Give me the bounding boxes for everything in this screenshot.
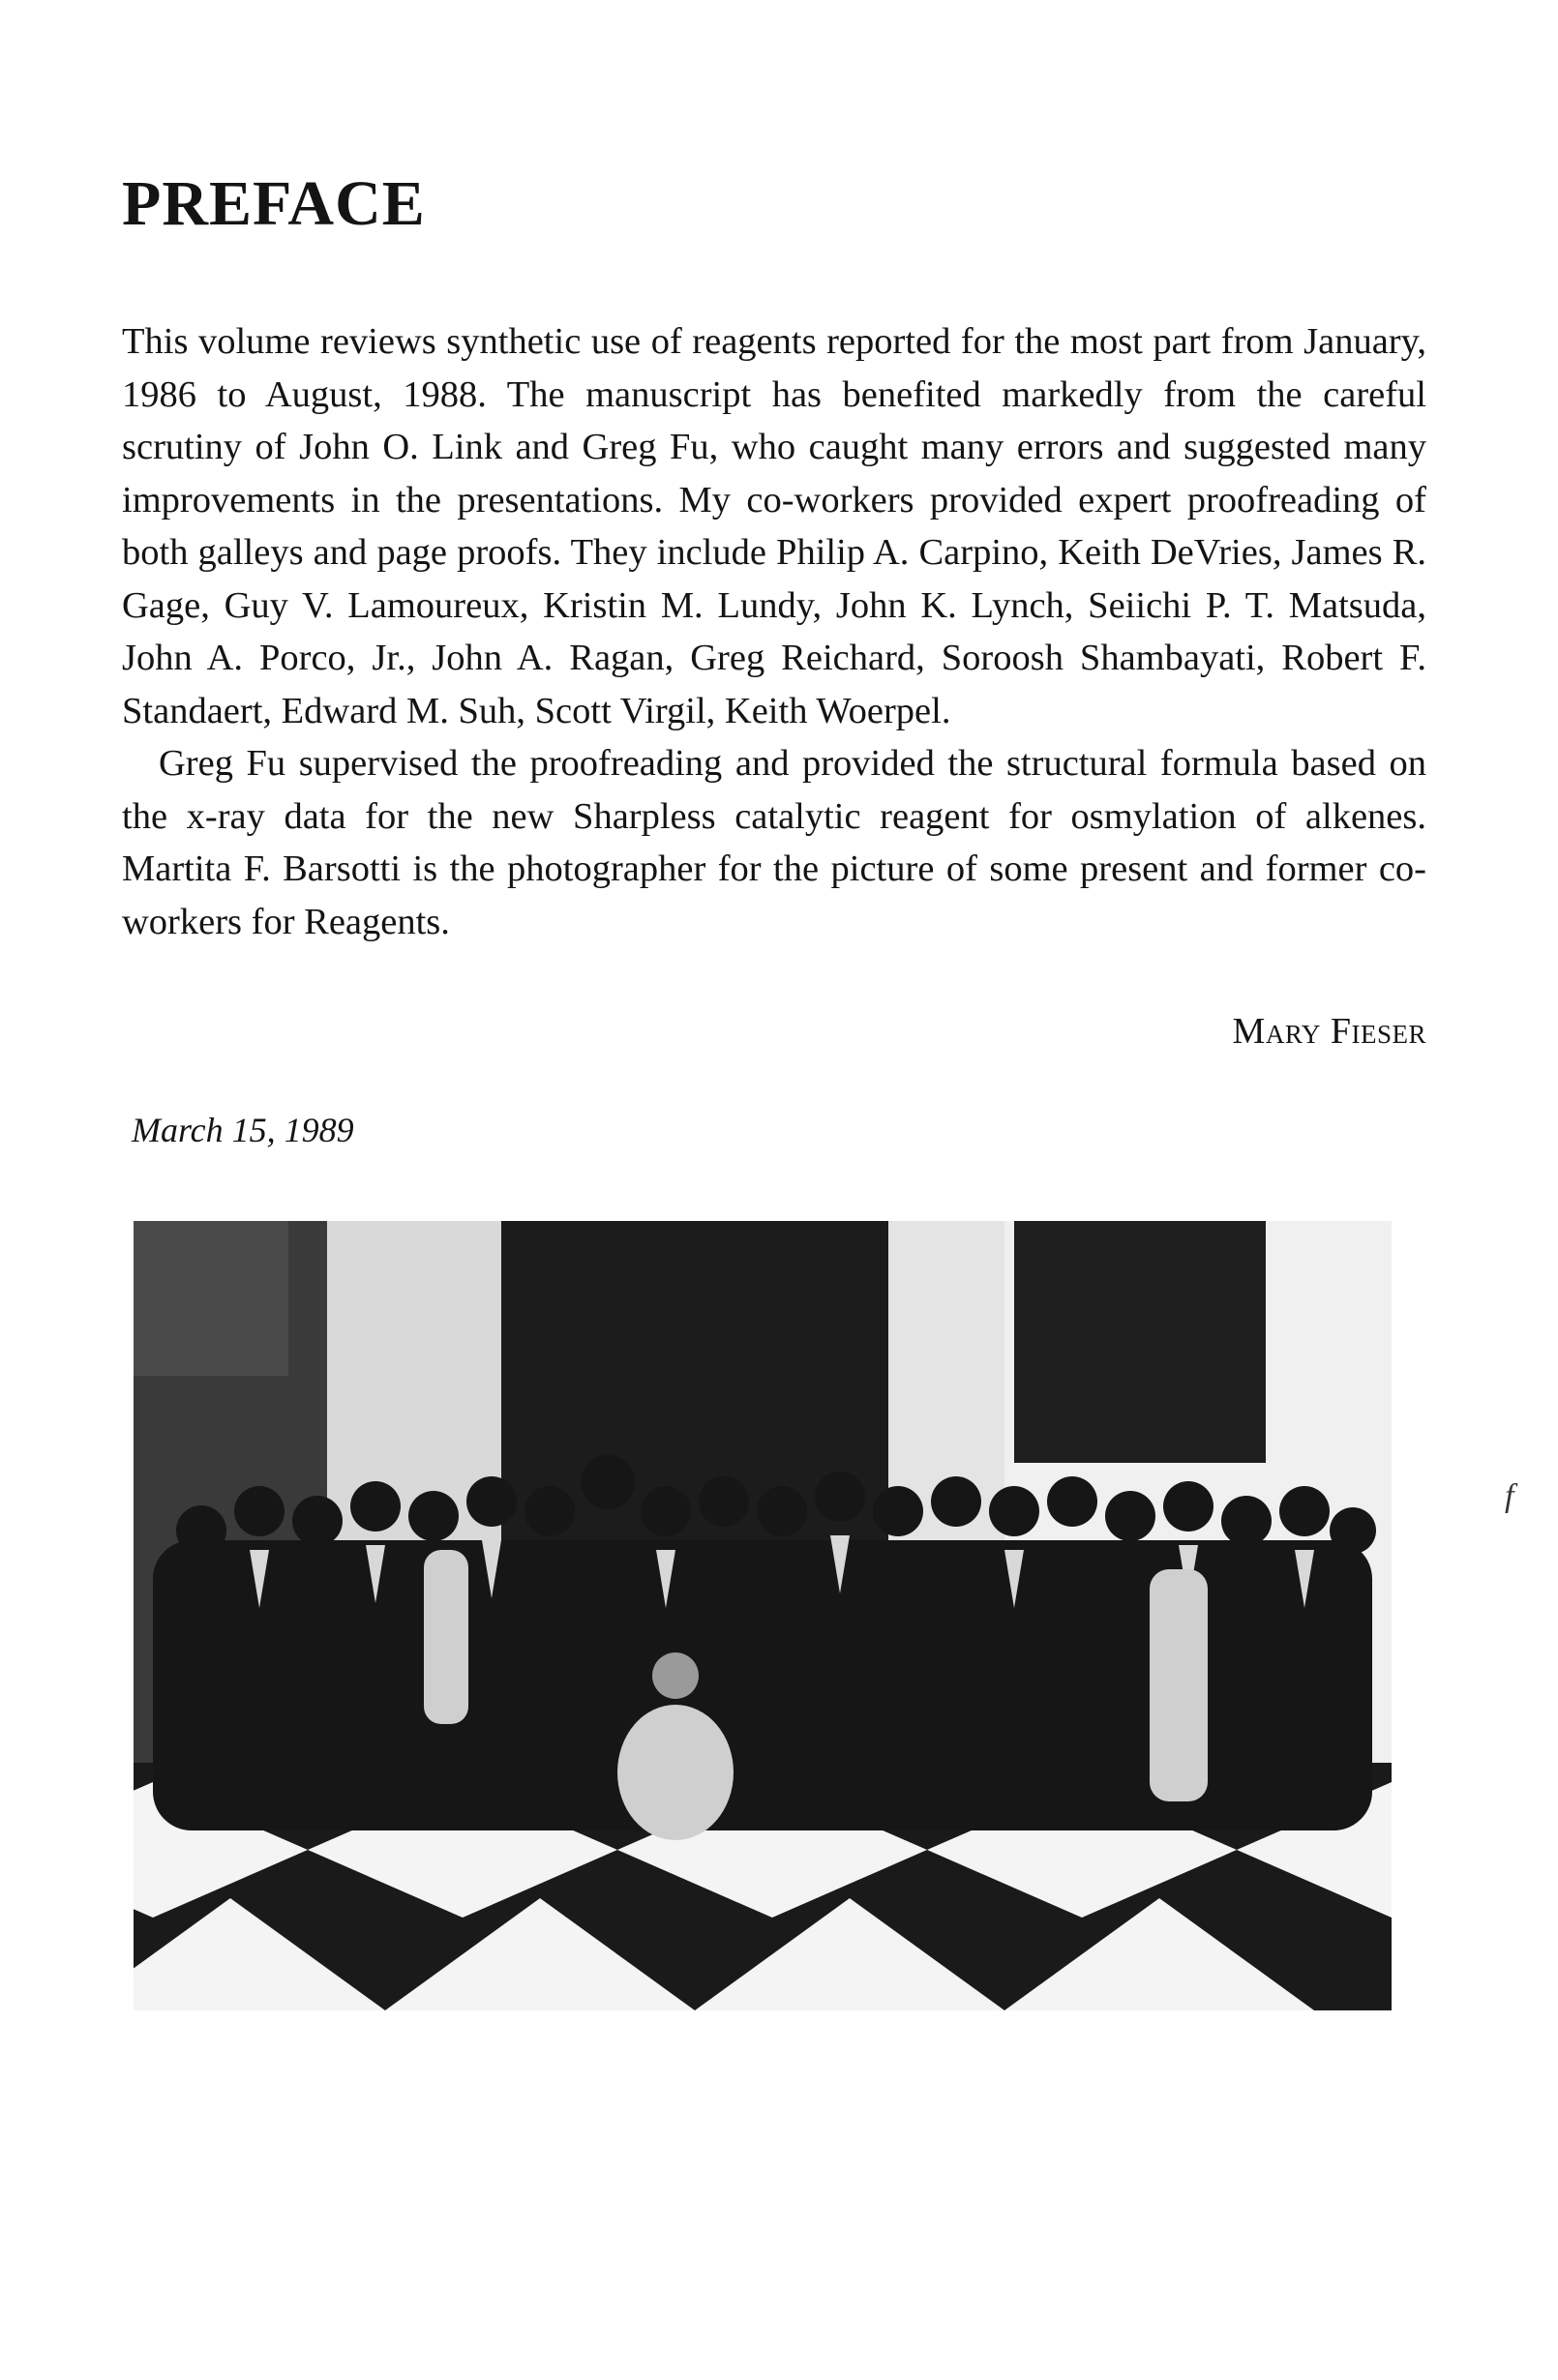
preface-body [122, 315, 1426, 948]
paragraph-photo-credits: Greg Fu supervised the proofreading and provided the structural formula based on the x-ray data for the new Sharpless catalytic reagent for osmylation of alkenes. Martita F. Barsotti is the photographer for the picture of some present and former co-workers for Reagents. [122, 743, 1426, 942]
margin-mark: f [1505, 1478, 1514, 1514]
preface-date: March 15, 1989 [132, 1111, 354, 1149]
paragraph-acknowledgements: This volume reviews synthetic use of reagents reported for the most part from January, 1986 to August, 1988. The manuscript has benefited markedly from the careful scrutiny of John O. Link and Greg Fu, who caught many errors and suggested many improvements in the presentations. My co-workers provided expert proofreading of both galleys and page proofs. They include Philip A. Carpino, Keith DeVries, James R. Gage, Guy V. Lamoureux, Kristin M. Lundy, John K. Lynch, Seiichi P. T. Matsuda, John A. Porco, Jr., John A. Ragan, Greg Reichard, Soroosh Shambayati, Robert F. Standaert, Edward M. Suh, Scott Virgil, Keith Woerpel. [122, 321, 1426, 731]
woman-standing [424, 1550, 468, 1724]
seated-woman [617, 1705, 734, 1840]
page-title: PREFACE [122, 168, 426, 239]
author-signature: Mary Fieser [1232, 1011, 1426, 1052]
right-window [1014, 1221, 1266, 1463]
group-photograph [134, 1221, 1392, 2010]
group-photo-illustration [134, 1221, 1392, 2010]
man-light-suit [1150, 1569, 1208, 1801]
